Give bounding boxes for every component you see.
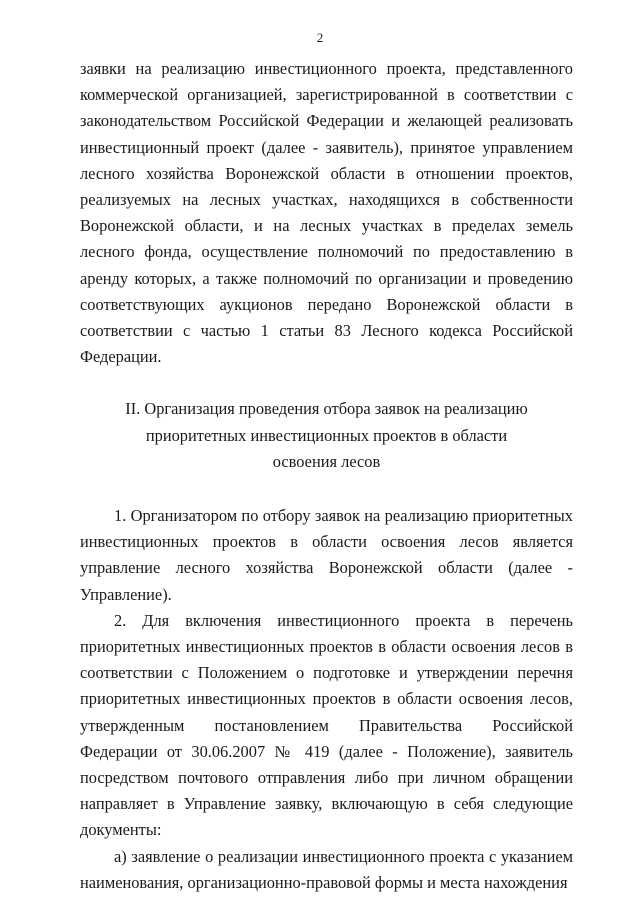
section-heading (80, 396, 573, 476)
document-body (80, 56, 573, 896)
section-heading-line: освоения лесов (272, 452, 381, 472)
paragraph-item-2: 2. Для включения инвестиционного проекта в перечень приоритетных инвестиционных проектов в области освоения лесов в соответствии с Положением о подготовке и утверждении перечня приоритетных инвестиционных проектов в области освоения лесов, утвержденным постановлением Правительства Российской Федерации от 30.06.2007 № 419 (далее - Положение), заявитель посредством почтового отправления либо при личном обращении направляет в Управление заявку, включающую в себя следующие документы: (80, 610, 573, 840)
page-number: 2 (316, 30, 324, 45)
paragraph-item-2a: а) заявление о реализации инвестиционного проекта с указанием наименования, организационно-правовой формы и места нахождения (80, 846, 573, 892)
section-heading-line: приоритетных инвестиционных проектов в области (145, 425, 508, 445)
section-heading-line: II. Организация проведения отбора заявок на реализацию (125, 399, 528, 419)
paragraph-continuation: заявки на реализацию инвестиционного проекта, представленного коммерческой организацией, зарегистрированной в соответствии с законодательством Российской Федерации и желающей реализовать инвестиционный проект (далее - заявитель), принятое управлением лесного хозяйства Воронежской области в отношении проектов, реализуемых на лесных участках, находящихся в собственности Воронежской области, и на лесных участках в пределах земель лесного фонда, осуществление полномочий по предоставлению в аренду которых, а также полномочий по организации и проведению соответствующих аукционов передано Воронежской области в соответствии с частью 1 статьи 83 Лесного кодекса Российской Федерации. (80, 59, 573, 367)
spacer (80, 370, 573, 396)
paragraph-item-1: 1. Организатором по отбору заявок на реализацию приоритетных инвестиционных проектов в области освоения лесов является управление лесного хозяйства Воронежской области (далее - Управление). (80, 505, 573, 604)
spacer (80, 476, 573, 503)
